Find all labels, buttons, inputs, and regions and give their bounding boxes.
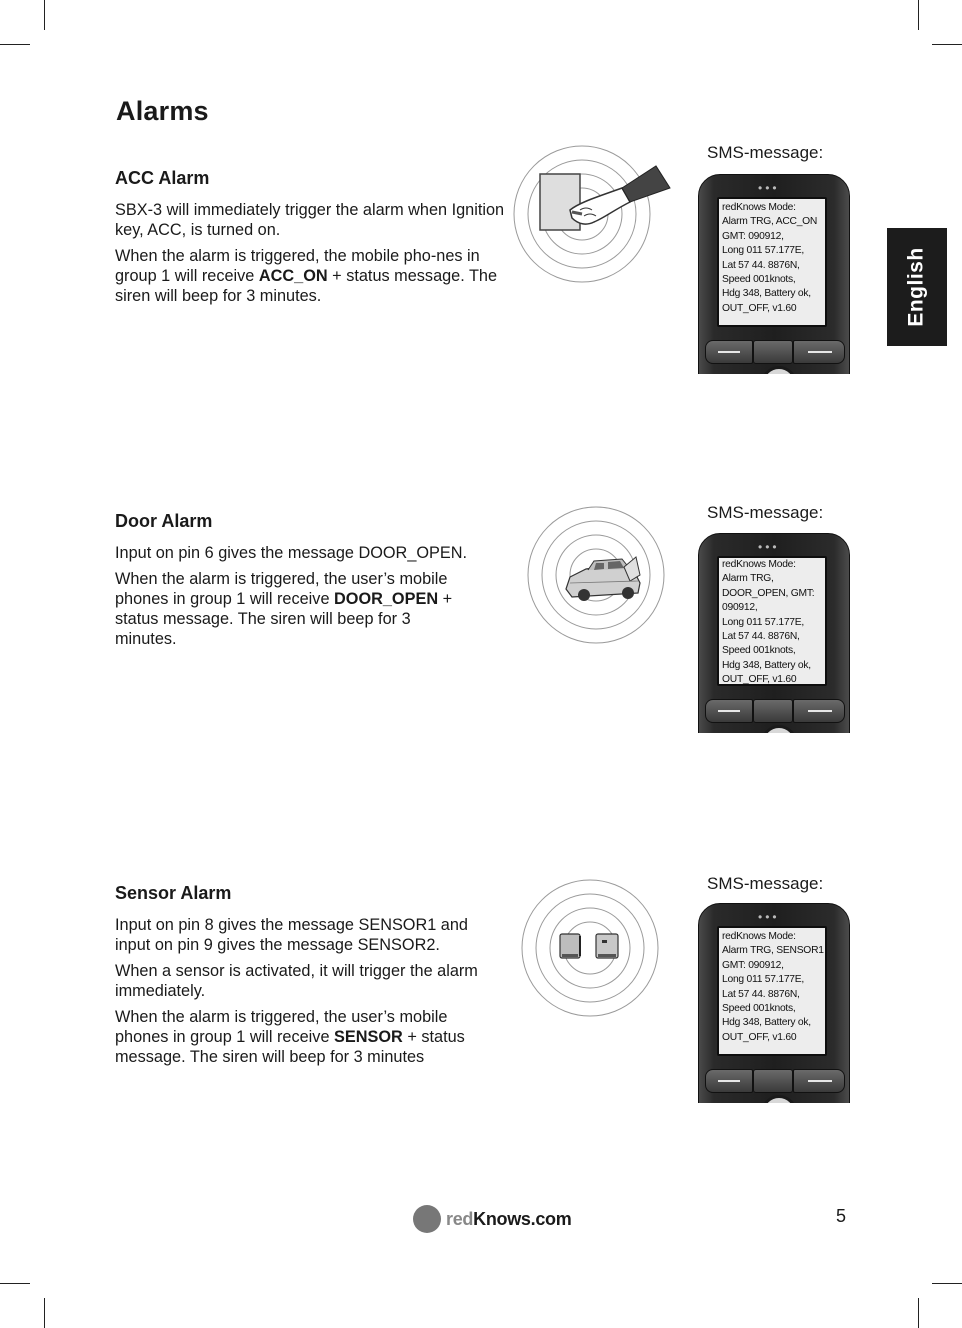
phone-body <box>698 903 850 1103</box>
section-heading: ACC Alarm <box>115 168 210 188</box>
message-keyword: DOOR_OPEN <box>334 590 439 608</box>
door-alarm-section <box>115 511 505 655</box>
sms-line: Hdg 348, Battery ok, <box>722 1017 811 1029</box>
middle-key <box>753 699 793 723</box>
language-tab-label: English <box>905 247 928 327</box>
sms-line: Long 011 57.177E, <box>722 616 805 628</box>
nav-button <box>761 725 797 733</box>
section-heading: Sensor Alarm <box>115 883 232 903</box>
section-paragraph: Input on pin 8 gives the message SENSOR1 and input on pin 9 gives the message SENSOR2. <box>115 916 468 954</box>
nav-button <box>761 1095 797 1103</box>
sms-line: OUT_OFF, v1.60 <box>722 302 797 314</box>
crop-mark <box>918 1298 919 1328</box>
sms-line: GMT: 090912, <box>722 959 784 971</box>
sms-line: OUT_OFF, v1.60 <box>722 1031 797 1043</box>
sms-line: Alarm TRG, ACC_ON <box>722 216 818 228</box>
sms-line: Long 011 57.177E, <box>722 245 805 257</box>
middle-key <box>753 1069 793 1093</box>
language-tab <box>887 228 947 346</box>
phone-screen <box>717 556 827 686</box>
logo-wordmark: redKnows.com <box>446 1208 572 1229</box>
sensor-alarm-section <box>115 883 505 1073</box>
sms-message-label: SMS-message: <box>707 503 824 522</box>
section-paragraph: When the alarm is triggered, the mobile pho-nes in group 1 will receive ACC_ON + status message. The siren will beep for 3 minutes. <box>115 247 498 305</box>
left-soft-key <box>705 699 753 723</box>
right-soft-key <box>793 1069 845 1093</box>
left-soft-key <box>705 1069 753 1093</box>
sms-line: GMT: 090912, <box>722 230 784 242</box>
left-soft-key <box>705 340 753 364</box>
sms-line: Speed 001knots, <box>722 274 796 286</box>
crop-mark <box>0 44 30 45</box>
car-with-open-door-icon <box>524 503 668 647</box>
logo-circle-icon <box>413 1205 441 1233</box>
phone-screen <box>717 197 827 327</box>
sms-line: Lat 57 44. 8876N, <box>722 259 800 271</box>
crop-mark <box>918 0 919 30</box>
phone-body <box>698 533 850 733</box>
sms-line: DOOR_OPEN, GMT: <box>722 587 815 599</box>
section-heading: Door Alarm <box>115 511 213 531</box>
sms-line: Long 011 57.177E, <box>722 974 805 986</box>
redknows-logo <box>413 1205 571 1233</box>
crop-mark <box>44 1298 45 1328</box>
crop-mark <box>932 1283 962 1284</box>
right-soft-key <box>793 340 845 364</box>
crop-mark <box>44 0 45 30</box>
section-paragraph: Input on pin 6 gives the message DOOR_OPEN. <box>115 544 468 562</box>
section-paragraph: When the alarm is triggered, the user’s mobile phones in group 1 will receive DOOR_OPEN + status message. The siren will beep for 3 minutes. <box>115 570 453 648</box>
section-paragraph: When a sensor is activated, it will trigger the alarm immediately. <box>115 962 478 1000</box>
sms-line: Speed 001knots, <box>722 1003 796 1015</box>
sms-line: 090912, <box>722 602 758 614</box>
sms-line: OUT_OFF, v1.60 <box>722 674 797 686</box>
speaker-dots: ••• <box>758 540 780 554</box>
page-number: 5 <box>836 1206 847 1226</box>
hand-turning-ignition-key-icon <box>510 144 680 284</box>
sms-line: Lat 57 44. 8876N, <box>722 988 800 1000</box>
page-title: Alarms <box>116 96 209 126</box>
magnetic-sensor-icon <box>518 876 662 1020</box>
phone-keypad <box>705 340 847 364</box>
message-keyword: SENSOR <box>334 1028 403 1046</box>
right-soft-key <box>793 699 845 723</box>
section-paragraph: When the alarm is triggered, the user’s mobile phones in group 1 will receive SENSOR + status message. The siren will beep for 3 minutes <box>115 1008 465 1066</box>
sms-line: Alarm TRG, <box>722 573 774 585</box>
nav-button <box>761 366 797 374</box>
speaker-dots: ••• <box>758 910 780 924</box>
sms-line: Hdg 348, Battery ok, <box>722 659 811 671</box>
mobile-phone <box>698 903 860 1103</box>
phone-body <box>698 174 850 374</box>
sms-line: redKnows Mode: <box>722 559 796 570</box>
acc-alarm-section <box>115 168 505 312</box>
phone-screen <box>717 926 827 1056</box>
sms-line: Speed 001knots, <box>722 645 796 657</box>
sms-line: Lat 57 44. 8876N, <box>722 631 800 643</box>
phone-keypad <box>705 699 847 723</box>
sms-message-label: SMS-message: <box>707 143 824 162</box>
section-paragraph: SBX-3 will immediately trigger the alarm when Ignition key, ACC, is turned on. <box>115 201 505 239</box>
crop-mark <box>0 1283 30 1284</box>
mobile-phone <box>698 533 860 733</box>
message-keyword: ACC_ON <box>258 267 328 285</box>
sms-line: Hdg 348, Battery ok, <box>722 288 811 300</box>
mobile-phone <box>698 174 860 374</box>
sms-message-label: SMS-message: <box>707 874 824 893</box>
crop-mark <box>932 44 962 45</box>
speaker-dots: ••• <box>758 181 780 195</box>
middle-key <box>753 340 793 364</box>
sms-line: Alarm TRG, SENSOR1 <box>722 945 824 957</box>
sms-line: redKnows Mode: <box>722 202 796 213</box>
phone-keypad <box>705 1069 847 1093</box>
sms-line: redKnows Mode: <box>722 931 796 942</box>
